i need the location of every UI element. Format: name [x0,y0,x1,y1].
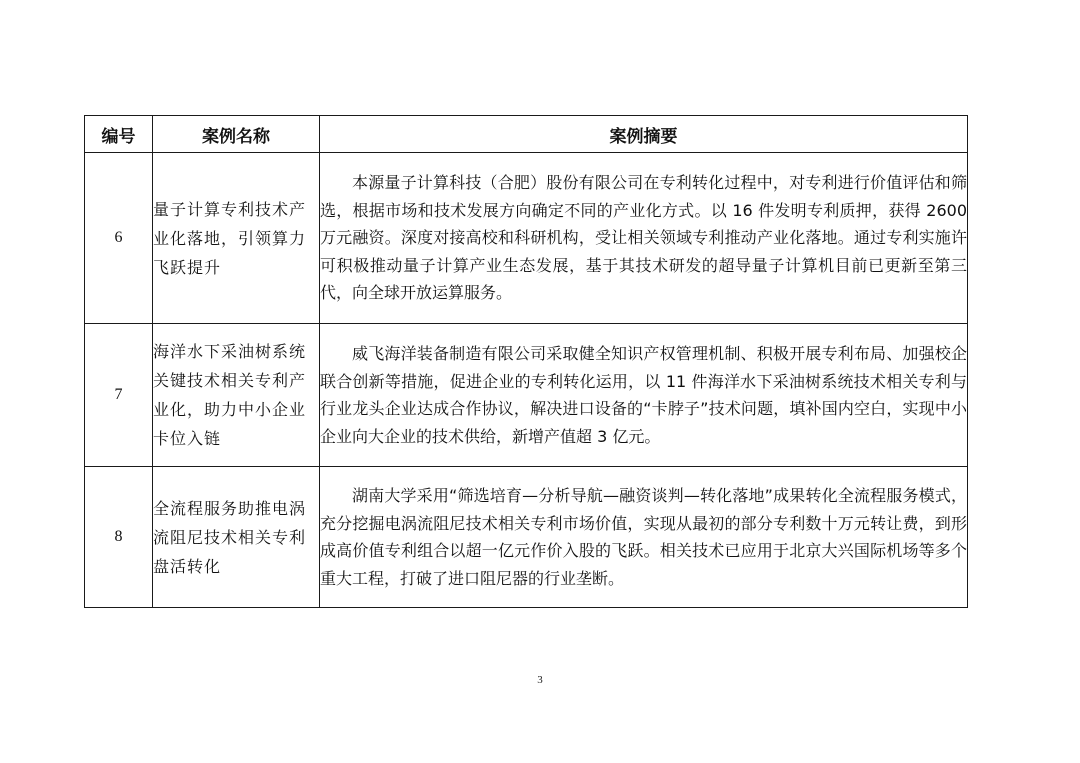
case-number: 7 [85,324,153,467]
table-header-row [85,116,968,153]
header-number: 编号 [85,116,153,153]
page-number: 3 [537,674,543,686]
case-number: 8 [85,467,153,608]
case-name: 全流程服务助推电涡流阻尼技术相关专利盘活转化 [153,467,320,608]
case-name: 海洋水下采油树系统关键技术相关专利产业化，助力中小企业卡位入链 [153,324,320,467]
case-summary: 本源量子计算科技（合肥）股份有限公司在专利转化过程中，对专利进行价值评估和筛选，根据市场和技术发展方向确定不同的产业化方式。以 16 件发明专利质押，获得 2600 万元融资。深度对接高校和科研机构，受让相关领域专利推动产业化落地。通过专利实施许可积极推动量子计算产业生态发展，基于其技术研发的超导量子计算机目前已更新至第三代，向全球开放运算服务。 [320,153,968,324]
case-number: 6 [85,153,153,324]
case-table [84,115,968,608]
case-summary: 威飞海洋装备制造有限公司采取健全知识产权管理机制、积极开展专利布局、加强校企联合创新等措施，促进企业的专利转化运用，以 11 件海洋水下采油树系统技术相关专利与行业龙头企业达成合作协议，解决进口设备的“卡脖子”技术问题，填补国内空白，实现中小企业向大企业的技术供给，新增产值超 3 亿元。 [320,324,968,467]
header-case-summary: 案例摘要 [320,116,968,153]
table-row [85,467,968,608]
case-name: 量子计算专利技术产业化落地，引领算力飞跃提升 [153,153,320,324]
table-row [85,153,968,324]
header-case-name: 案例名称 [153,116,320,153]
table-row [85,324,968,467]
case-summary: 湖南大学采用“筛选培育—分析导航—融资谈判—转化落地”成果转化全流程服务模式，充分挖掘电涡流阻尼技术相关专利市场价值，实现从最初的部分专利数十万元转让费，到形成高价值专利组合以超一亿元作价入股的飞跃。相关技术已应用于北京大兴国际机场等多个重大工程，打破了进口阻尼器的行业垄断。 [320,467,968,608]
